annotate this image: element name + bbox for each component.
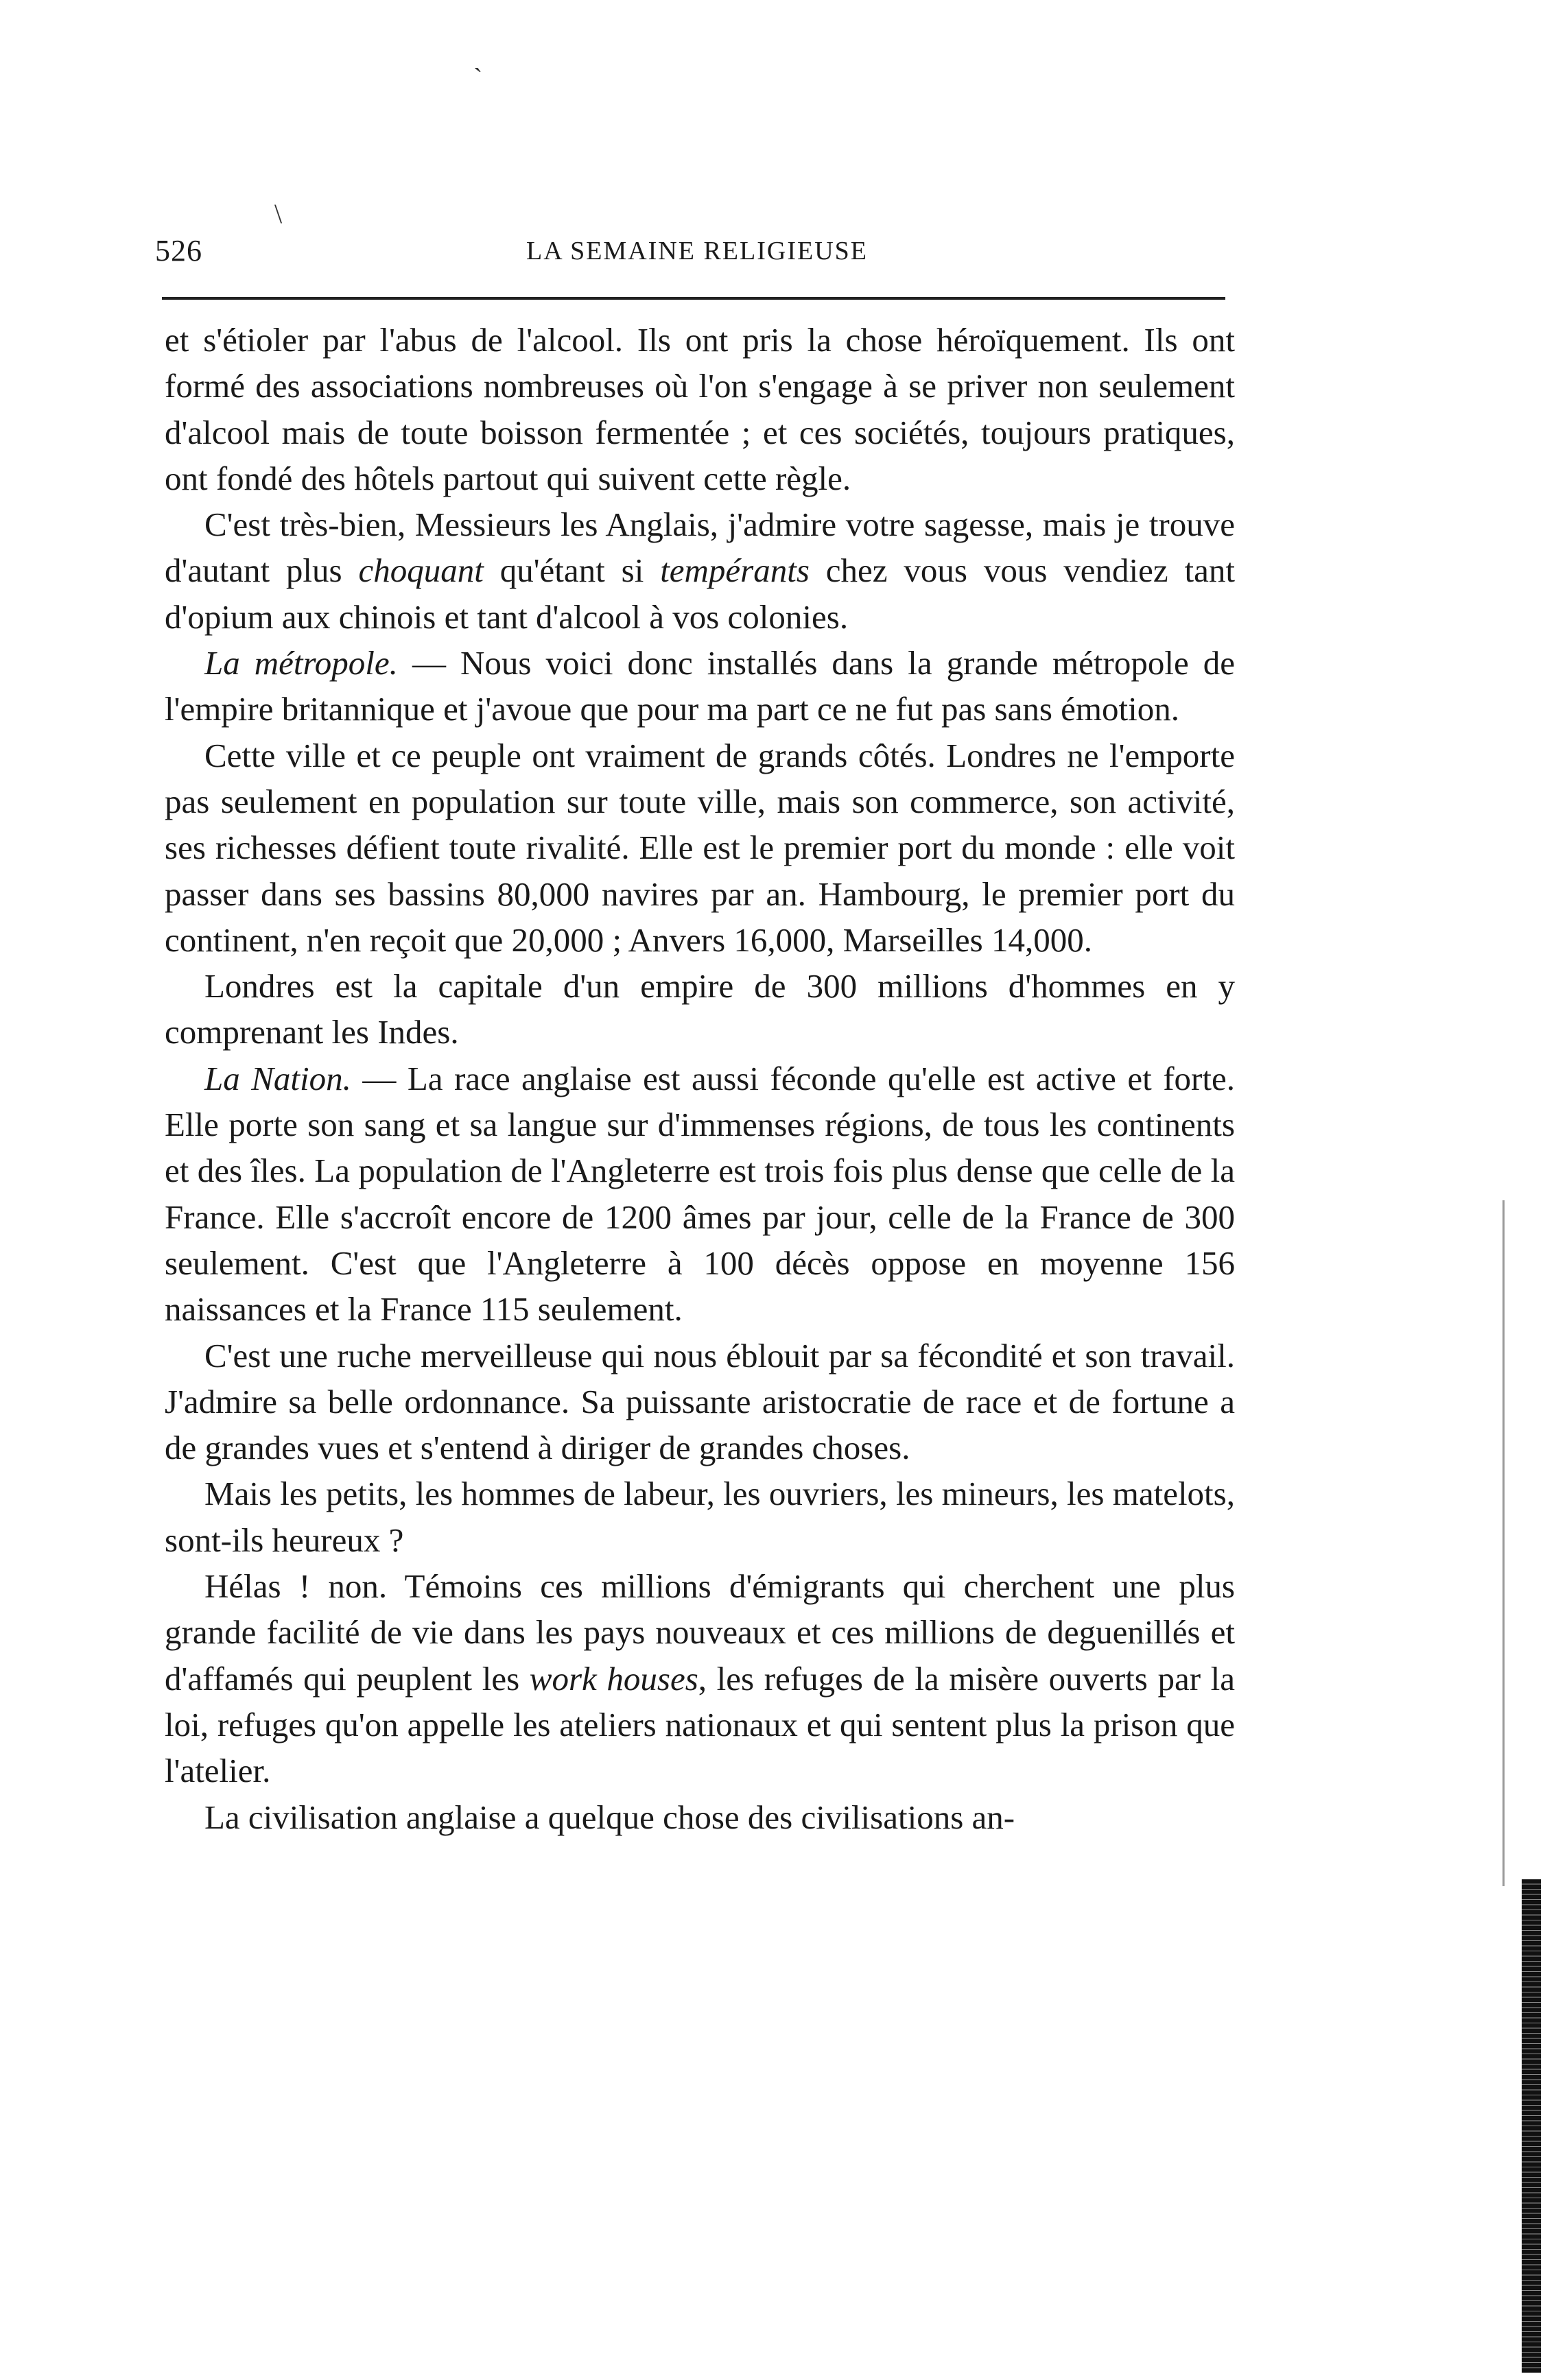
paragraph: Londres est la capitale d'un empire de 300 millions d'hommes en y comprenant les Indes.	[165, 967, 1235, 1051]
paragraph: et s'étioler par l'abus de l'alcool. Ils ont pris la chose héroïquement. Ils ont formé des associations nombreuses où l'on s'engage à se priver non seulement d'alcool mais de toute boisson fermentée ; et ces sociétés, toujours pratiques, ont fondé des hôtels partout qui suivent cette règle.	[165, 321, 1235, 497]
running-title: LA SEMAINE RELIGIEUSE	[526, 237, 868, 265]
paragraph: Mais les petits, les hommes de labeur, les ouvriers, les mineurs, les matelots, sont-ils heureux ?	[165, 1475, 1235, 1559]
body-text	[165, 317, 1235, 1840]
stray-mark: ˋ	[473, 62, 483, 93]
paragraph: Hélas ! non. Témoins ces millions d'émigrants qui cherchent une plus grande facilité de vie dans les pays nouveaux et ces millions de deguenillés et d'affamés qui peuplent les work houses, les refuges de la misère ouverts par la loi, refuges qu'on appelle les ateliers nationaux et qui sentent plus la prison que l'atelier.	[165, 1567, 1236, 1790]
page-header	[155, 233, 1239, 281]
paragraph: C'est très-bien, Messieurs les Anglais, j'admire votre sagesse, mais je trouve d'autant plus choquant qu'étant si tempérants chez vous vous vendiez tant d'opium aux chinois et tant d'alcool à vos colonies.	[165, 505, 1235, 636]
scan-edge-line	[1502, 1200, 1505, 1886]
section-heading: La Nation.	[204, 1059, 351, 1097]
section-heading: La métropole.	[204, 644, 398, 682]
paragraph: La civilisation anglaise a quelque chose des civilisations an-	[204, 1798, 1015, 1836]
paragraph: La Nation. — La race anglaise est aussi féconde qu'elle est active et forte. Elle porte son sang et sa langue sur d'immenses régions, de tous les continents et des îles. La population de l'Angleterre est trois fois plus dense que celle de la France. Elle s'accroît encore de 1200 âmes par jour, celle de la France de 300 seulement. C'est que l'Angleterre à 100 décès oppose en moyenne 156 naissances et la France 115 seulement.	[165, 1059, 1235, 1329]
scan-edge-shadow	[1522, 1879, 1541, 2373]
paragraph: La métropole. — Nous voici donc installés dans la grande métropole de l'empire britannique et j'avoue que pour ma part ce ne fut pas sans émotion.	[165, 644, 1235, 728]
page-number: 526	[155, 234, 202, 267]
header-rule	[162, 297, 1225, 300]
paragraph: Cette ville et ce peuple ont vraiment de grands côtés. Londres ne l'emporte pas seulement en population sur toute ville, mais son commerce, son activité, ses richesses défient toute rivalité. Elle est le premier port du monde : elle voit passer dans ses bassins 80,000 navires par an. Hambourg, le premier port du continent, n'en reçoit que 20,000 ; Anvers 16,000, Marseilles 14,000.	[165, 736, 1235, 959]
stray-mark: \	[274, 198, 283, 229]
paragraph: C'est une ruche merveilleuse qui nous éblouit par sa fécondité et son travail. J'admire sa belle ordonnance. Sa puissante aristocratie de race et de fortune a de grandes vues et s'entend à diriger de grandes choses.	[165, 1336, 1235, 1467]
